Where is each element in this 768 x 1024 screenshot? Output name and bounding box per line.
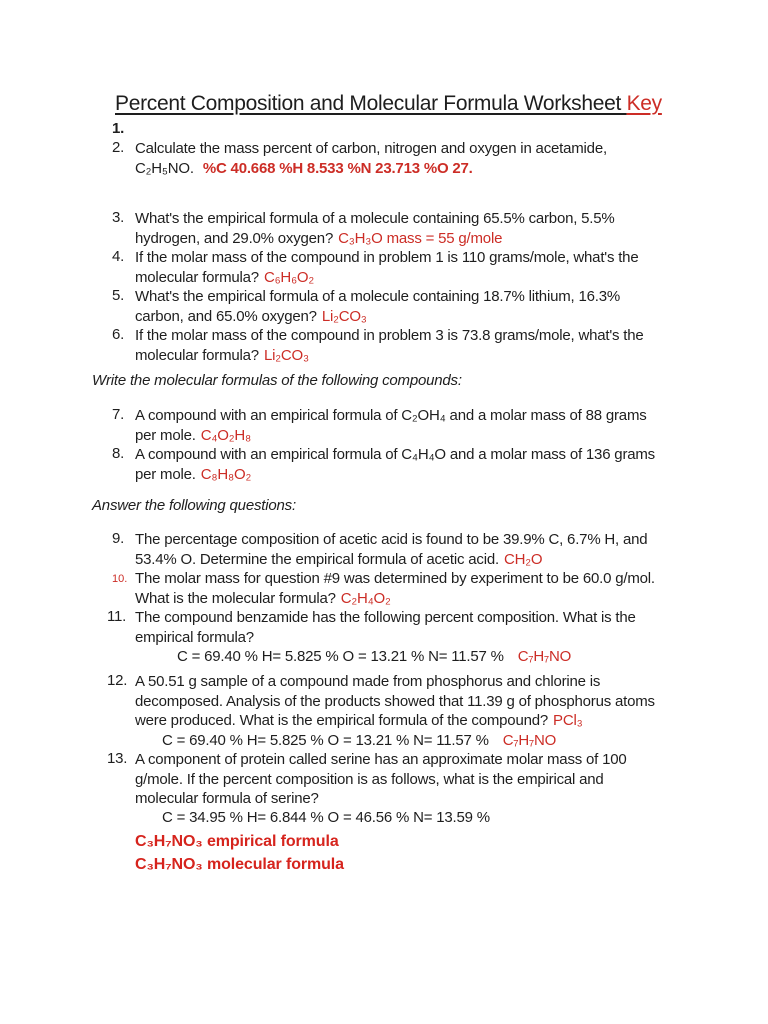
- question-text: molecular formula of serine?: [135, 790, 319, 807]
- item-number: 2.: [112, 139, 125, 156]
- question-text: The molar mass for question #9 was determined by experiment to be 60.0 g/mol.: [135, 570, 655, 587]
- question-text: g/mole. If the percent composition is as follows, what is the empirical and: [135, 770, 604, 788]
- question-text: The percentage composition of acetic acid is found to be 39.9% C, 6.7% H, and: [135, 531, 648, 548]
- list-item-2: [112, 139, 607, 178]
- page-title-key: Key: [626, 92, 662, 115]
- list-item-10: [112, 569, 655, 608]
- question-text: per mole.: [135, 426, 196, 444]
- percent-composition-text: C = 34.95 % H= 6.844 % O = 46.56 % N= 13.59 %: [162, 809, 490, 826]
- question-text: What is the molecular formula?: [135, 589, 336, 607]
- answer-text: C₈H₈O₂: [200, 465, 252, 483]
- answer-text: C₆H₆O₂: [263, 268, 315, 286]
- answer-text: C₂H₄O₂: [340, 589, 391, 607]
- item-number: 5.: [112, 287, 125, 304]
- list-item-8: [112, 445, 655, 484]
- item-number: 8.: [112, 445, 125, 462]
- list-item-12: [107, 672, 655, 750]
- answer-text: Li₂CO₃: [263, 346, 309, 364]
- list-item-11: [107, 608, 636, 667]
- question-text: per mole.: [135, 465, 196, 483]
- question-text: What's the empirical formula of a molecule containing 65.5% carbon, 5.5%: [135, 210, 615, 227]
- answer-text: %C 40.668 %H 8.533 %N 23.713 %O 27.: [202, 159, 473, 177]
- item-number: 13.: [107, 750, 128, 767]
- answer-text: Li₂CO₃: [321, 307, 367, 325]
- question-text: were produced. What is the empirical formula of the compound?: [135, 712, 549, 729]
- question-text: decomposed. Analysis of the products showed that 11.39 g of phosphorus atoms: [135, 692, 655, 710]
- empirical-formula-answer: C₃H₇NO₃ empirical formula: [135, 833, 339, 850]
- item-number: 4.: [112, 248, 125, 265]
- page-title-main: Percent Composition and Molecular Formula Worksheet: [115, 92, 627, 115]
- question-text: 53.4% O. Determine the empirical formula of acetic acid.: [135, 550, 499, 568]
- item-number: 7.: [112, 406, 125, 423]
- question-text: hydrogen, and 29.0% oxygen?: [135, 229, 334, 247]
- question-text: molecular formula?: [135, 268, 259, 286]
- question-text: If the molar mass of the compound in problem 3 is 73.8 grams/mole, what's the: [135, 327, 644, 344]
- list-item-6: [112, 326, 644, 365]
- list-item-13: [107, 750, 627, 809]
- list-item-5: [112, 287, 620, 326]
- question-text: A compound with an empirical formula of C₂OH₄ and a molar mass of 88 grams: [135, 407, 647, 424]
- question-text: Calculate the mass percent of carbon, nitrogen and oxygen in acetamide,: [135, 140, 607, 157]
- item-number: 3.: [112, 209, 125, 226]
- list-item-3: [112, 209, 615, 248]
- molecular-formula-answer: C₃H₇NO₃ molecular formula: [135, 856, 344, 873]
- question-text: A 50.51 g sample of a compound made from phosphorus and chlorine is: [135, 673, 601, 690]
- item-number: 11.: [107, 608, 127, 625]
- question-text: A component of protein called serine has an approximate molar mass of 100: [135, 751, 627, 768]
- answer-text: C₇H₇NO: [517, 648, 572, 665]
- percent-composition-text: C = 69.40 % H= 5.825 % O = 13.21 % N= 11.57 %: [177, 648, 504, 665]
- list-item-4: [112, 248, 639, 287]
- answer-text: PCl₃: [553, 712, 583, 729]
- question-text: A compound with an empirical formula of C₄H₄O and a molar mass of 136 grams: [135, 446, 655, 463]
- answer-text: CH₂O: [503, 550, 543, 568]
- question-text: molecular formula?: [135, 346, 259, 364]
- section-header-questions: Answer the following questions:: [92, 497, 296, 514]
- item-number: 6.: [112, 326, 125, 343]
- question-text: empirical formula?: [135, 628, 254, 646]
- question-text: carbon, and 65.0% oxygen?: [135, 307, 317, 325]
- list-item-7: [112, 406, 647, 445]
- item-number: 9.: [112, 530, 125, 547]
- question-text: If the molar mass of the compound in problem 1 is 110 grams/mole, what's the: [135, 249, 639, 266]
- section-header-compounds: Write the molecular formulas of the following compounds:: [92, 372, 462, 389]
- question-text: The compound benzamide has the following percent composition. What is the: [135, 609, 636, 626]
- item-number: 12.: [107, 672, 128, 689]
- item-number: 1.: [112, 120, 125, 137]
- list-item-9: [112, 530, 648, 569]
- chemical-formula: C₂H₅NO.: [135, 159, 194, 177]
- item-number: 10.: [112, 573, 128, 585]
- answer-text: C₃H₃O mass = 55 g/mole: [338, 229, 503, 247]
- page-title: [115, 92, 662, 116]
- percent-composition-text: C = 69.40 % H= 5.825 % O = 13.21 % N= 11.57 %: [162, 731, 489, 749]
- question-text: What's the empirical formula of a molecule containing 18.7% lithium, 16.3%: [135, 288, 620, 305]
- answer-text: C₇H₇NO: [502, 731, 557, 749]
- answer-text: C₄O₂H₈: [200, 426, 252, 444]
